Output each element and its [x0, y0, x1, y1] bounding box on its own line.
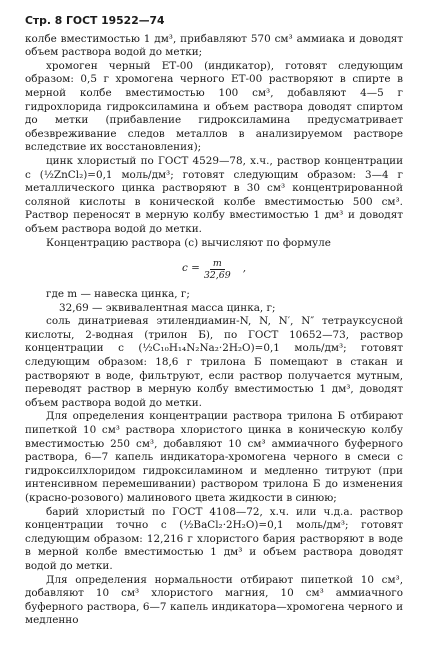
paragraph-chromogen: хромоген черный ЕТ-00 (индикатор), готовят следующим образом: 0,5 г хромогена черного ЕТ-00 растворяют в спирте в мерной колбе вместимостью 100 см³, добавляют 4—5 г гидрохлорида гидроксиламина и объем раствора доводят спиртом до метки (прибавление гидроксиламина предусматривает обезвреживание следов металлов в анализируемом растворе вследствие их восстановления); — [25, 59, 403, 154]
paragraph-continuation: колбе вместимостью 1 дм³, прибавляют 570 см³ аммиака и доводят объем раствора водой до метки; — [25, 32, 403, 59]
paragraph-normality: Для определения нормальности отбирают пипеткой 10 см³, добавляют 10 см³ хлористого магния, 10 см³ аммиачного буферного раствора, 6—7 капель индикатора—хромогена черного и медленно — [25, 573, 403, 627]
paragraph-concentration-intro: Концентрацию раствора (c) вычисляют по формуле — [46, 236, 331, 249]
formula-numerator: m — [210, 258, 225, 270]
formula — [25, 252, 403, 286]
formula-denominator: 32,69 — [203, 269, 231, 281]
formula-comma: , — [242, 262, 246, 275]
paragraph-where-m: где m — навеска цинка, г; — [46, 288, 190, 301]
formula-fraction — [204, 258, 231, 281]
formula-lhs: c = — [182, 262, 200, 275]
page-header: Стр. 8 ГОСТ 19522—74 — [25, 14, 165, 27]
paragraph-trilon-b: соль динатриевая этилендиамин-N, N, N′, N″ тетрауксусной кислоты, 2-водная (трилон Б), по ГОСТ 10652—73, раствор концентрации с (½C₁₀H₁₄N₂Na₂·2H₂O)=0,1 моль/дм³; готовят следующим образом: 18,6 г трилона Б помещают в стакан и растворяют в воде, фильтруют, если раствор получается мутным, переводят раствор в мерную колбу вместимостью 1 дм³, доводят объем раствора водой до метки. — [25, 315, 403, 409]
paragraph-equivalent-mass: 32,69 — эквивалентная масса цинка, г; — [59, 301, 276, 314]
paragraph-barium-chloride: барий хлористый по ГОСТ 4108—72, х.ч. или ч.д.а. раствор концентрации точно с (½BaCl₂·2H₂O)=0,1 моль/дм³; готовят следующим образом: 12,216 г хлористого бария растворяют в воде в мерной колбе вместимостью 1 дм³ и объем раствора доводят водой до метки. — [25, 505, 403, 572]
paragraph-zinc-chloride: цинк хлористый по ГОСТ 4529—78, х.ч., раствор концентрации с (½ZnCl₂)=0,1 моль/дм³; готовят следующим образом: 3—4 г металлического цинка растворяют в 30 см³ концентрированной соляной кислоты в конической колбе вместимостью 500 см³. Раствор переносят в мерную колбу вместимостью 1 дм³ и доводят объем раствора водой до метки. — [25, 154, 403, 235]
paragraph-trilon-determination: Для определения концентрации раствора трилона Б отбирают пипеткой 10 см³ раствора хлористого цинка в коническую колбу вместимостью 250 см³, добавляют 10 см³ аммиачного буферного раствора, 6—7 капель индикатора-хромогена черного в смеси с гидроксилхлоридом гидроксиламином и медленно титруют (при интенсивном перемешивании) раствором трилона Б до изменения (красно-розового) малинового цвета жидкости в синюю; — [25, 410, 403, 504]
